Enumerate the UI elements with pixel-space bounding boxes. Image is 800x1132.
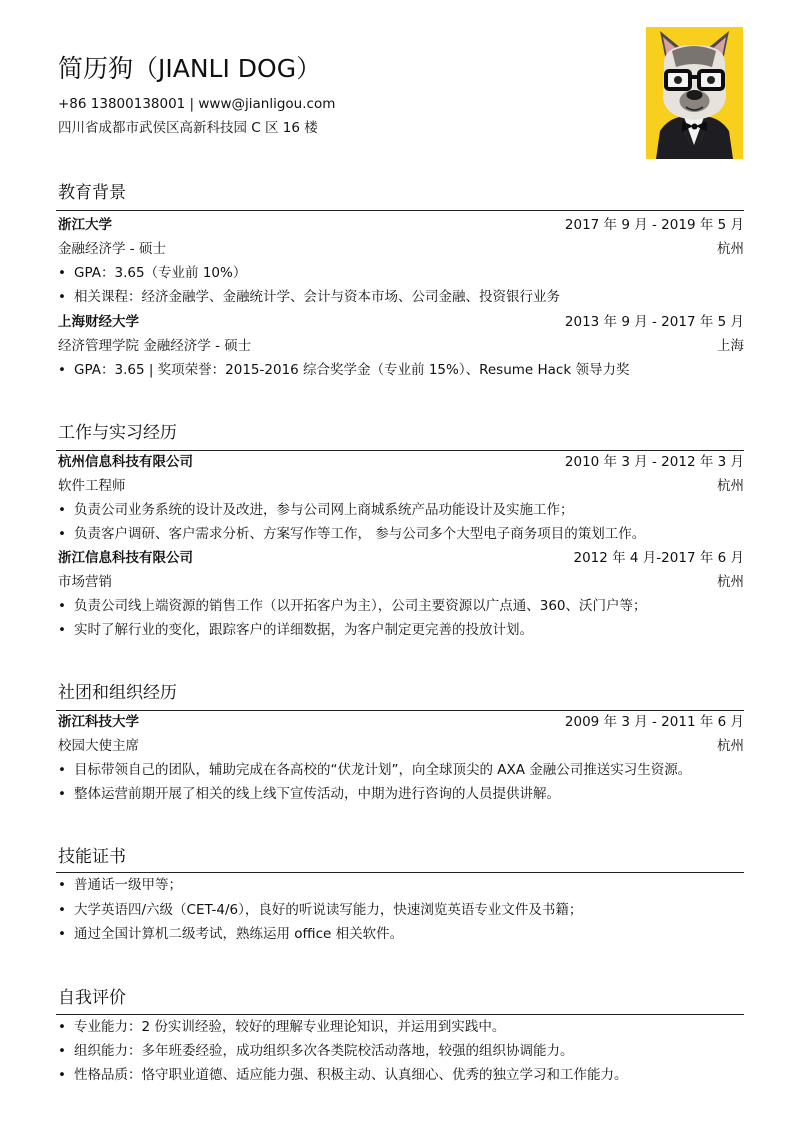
entry-subheader — [58, 335, 744, 357]
list-item — [58, 619, 744, 641]
bullet-marker: • — [58, 526, 66, 542]
list-item — [58, 899, 744, 921]
entry-date: 2009 年 3 月 - 2011 年 6 月 — [564, 714, 744, 730]
bullet-marker: • — [58, 1067, 66, 1083]
bullet-marker: • — [58, 1043, 66, 1059]
entry-date: 2010 年 3 月 - 2012 年 3 月 — [564, 454, 744, 470]
list-item-text: 专业能力：2 份实训经验，较好的理解专业理论知识，并运用到实践中。 — [74, 1019, 506, 1035]
entry-header — [58, 451, 744, 473]
list-item — [58, 499, 744, 521]
entry-role: 市场营销 — [58, 574, 112, 590]
list-item — [58, 1064, 744, 1086]
bullet-marker: • — [58, 622, 66, 638]
entry-date: 2017 年 9 月 - 2019 年 5 月 — [564, 217, 744, 233]
list-item — [58, 1016, 744, 1038]
organization-name: 浙江科技大学 — [58, 714, 139, 730]
entry-header — [58, 214, 744, 236]
entry-date: 2012 年 4 月-2017 年 6 月 — [573, 550, 744, 566]
bullet-marker: • — [58, 1019, 66, 1035]
bullet-marker: • — [58, 289, 66, 305]
list-item — [58, 923, 744, 945]
entry-subheader — [58, 475, 744, 497]
entry-location: 杭州 — [717, 738, 744, 754]
list-item — [58, 783, 744, 805]
list-item-text: GPA：3.65 | 奖项荣誉：2015-2016 综合奖学金（专业前 15%）、Resume Hack 领导力奖 — [74, 362, 630, 378]
profile-photo — [646, 27, 743, 159]
list-item-text: 负责公司业务系统的设计及改进，参与公司网上商城系统产品功能设计及实施工作； — [74, 502, 574, 518]
organization-name: 浙江大学 — [58, 217, 112, 233]
section-title-skills: 技能证书 — [58, 847, 126, 867]
bullet-marker: • — [58, 265, 66, 281]
list-item — [58, 286, 744, 308]
entry-header — [58, 311, 744, 333]
list-item — [58, 759, 744, 781]
entry-location: 杭州 — [717, 574, 744, 590]
bullet-marker: • — [58, 362, 66, 378]
list-item-text: 通过全国计算机二级考试，熟练运用 office 相关软件。 — [74, 926, 404, 942]
list-item-text: 相关课程：经济金融学、金融统计学、会计与资本市场、公司金融、投资银行业务 — [74, 289, 560, 305]
list-item — [58, 359, 744, 381]
entry-location: 杭州 — [717, 478, 744, 494]
entry-role: 软件工程师 — [58, 478, 126, 494]
list-item-text: 负责客户调研、客户需求分析、方案写作等工作， 参与公司多个大型电子商务项目的策划工作。 — [74, 526, 646, 542]
organization-name: 浙江信息科技有限公司 — [58, 550, 193, 566]
entry-location: 上海 — [717, 338, 744, 354]
list-item-text: GPA：3.65（专业前 10%） — [74, 265, 247, 281]
list-item-text: 整体运营前期开展了相关的线上线下宣传活动，中期为进行咨询的人员提供讲解。 — [74, 786, 560, 802]
list-item — [58, 523, 744, 545]
bullet-marker: • — [58, 762, 66, 778]
bullet-marker: • — [58, 902, 66, 918]
entry-subheader — [58, 238, 744, 260]
entry-location: 杭州 — [717, 241, 744, 257]
entry-role: 金融经济学 - 硕士 — [58, 241, 166, 257]
list-item-text: 性格品质：恪守职业道德、适应能力强、积极主动、认真细心、优秀的独立学习和工作能力。 — [74, 1067, 628, 1083]
list-item — [58, 595, 744, 617]
organization-name: 杭州信息科技有限公司 — [58, 454, 193, 470]
list-item — [58, 262, 744, 284]
entry-header — [58, 711, 744, 733]
address-line: 四川省成都市武侯区高新科技园 C 区 16 楼 — [58, 120, 318, 136]
list-item — [58, 1040, 744, 1062]
entry-role: 经济管理学院 金融经济学 - 硕士 — [58, 338, 252, 354]
entry-subheader — [58, 571, 744, 593]
list-item-text: 大学英语四/六级（CET-4/6），良好的听说读写能力，快速浏览英语专业文件及书籍； — [74, 902, 583, 918]
bullet-marker: • — [58, 877, 66, 893]
section-title-clubs: 社团和组织经历 — [58, 683, 177, 703]
entry-subheader — [58, 735, 744, 757]
section-divider — [56, 1014, 744, 1015]
bullet-marker: • — [58, 598, 66, 614]
entry-date: 2013 年 9 月 - 2017 年 5 月 — [564, 314, 744, 330]
bullet-marker: • — [58, 502, 66, 518]
bullet-marker: • — [58, 926, 66, 942]
list-item-text: 实时了解行业的变化，跟踪客户的详细数据，为客户制定更完善的投放计划。 — [74, 622, 533, 638]
list-item-text: 普通话一级甲等； — [74, 877, 182, 893]
section-divider — [56, 872, 744, 873]
section-divider — [56, 210, 744, 211]
contact-line: +86 13800138001 | www@jianligou.com — [58, 96, 336, 112]
section-title-education: 教育背景 — [58, 183, 126, 203]
section-title-work: 工作与实习经历 — [58, 423, 177, 443]
candidate-name: 简历狗（JIANLI DOG） — [58, 54, 322, 83]
entry-header — [58, 547, 744, 569]
section-title-self: 自我评价 — [58, 988, 126, 1008]
bullet-marker: • — [58, 786, 66, 802]
entry-role: 校园大使主席 — [58, 738, 139, 754]
list-item-text: 目标带领自己的团队，辅助完成在各高校的“伏龙计划”，向全球顶尖的 AXA 金融公司推送实习生资源。 — [74, 762, 692, 778]
list-item-text: 组织能力：多年班委经验，成功组织多次各类院校活动落地，较强的组织协调能力。 — [74, 1043, 574, 1059]
bulldog-portrait-icon — [646, 27, 743, 159]
list-item-text: 负责公司线上端资源的销售工作（以开拓客户为主），公司主要资源以广点通、360、沃门户等； — [74, 598, 647, 614]
list-item — [58, 874, 744, 896]
organization-name: 上海财经大学 — [58, 314, 139, 330]
